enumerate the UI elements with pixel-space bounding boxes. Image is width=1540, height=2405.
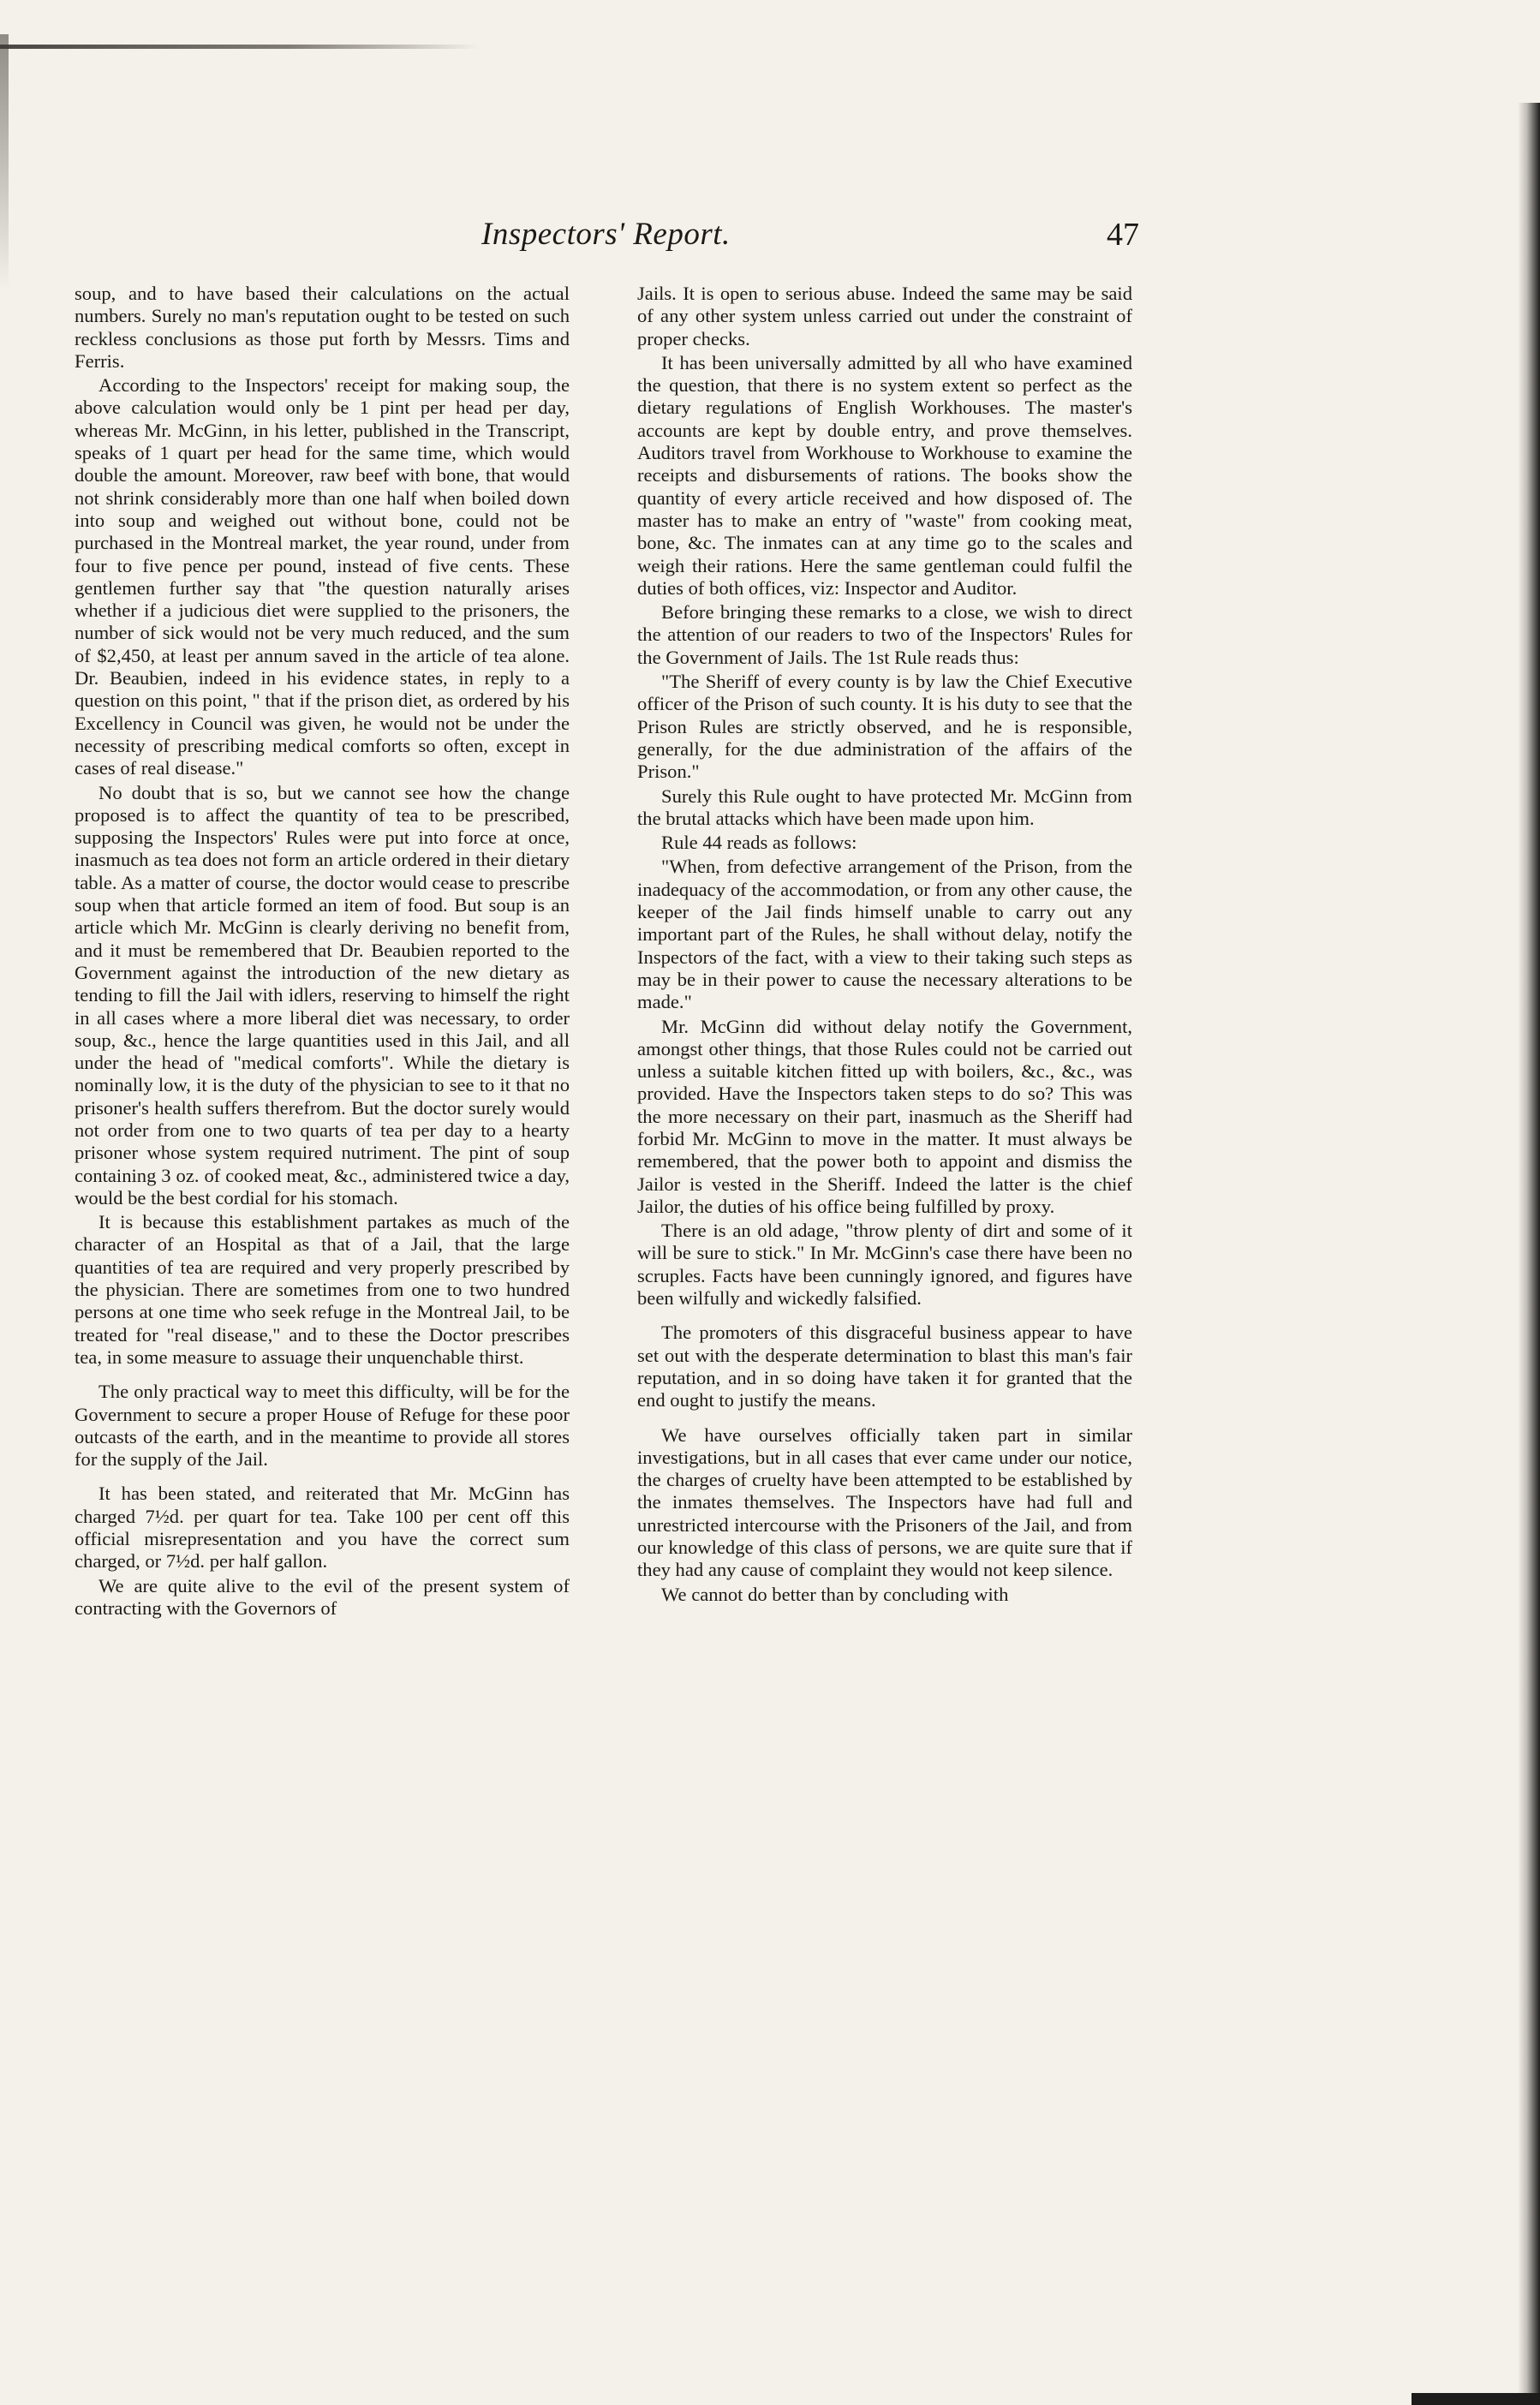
- paragraph: There is an old adage, "throw plenty of dirt and some of it will be sure to stick." In Mr. McGinn's case there have been no scruples. Facts have been cunningly ignored, and figures have been wilfully and wickedly falsified.: [637, 1220, 1132, 1310]
- paragraph: The only practical way to meet this difficulty, will be for the Government to secure a proper House of Refuge for these poor outcasts of the earth, and in the meantime to provide all stores for the supply of the Jail.: [75, 1381, 570, 1471]
- paragraph: No doubt that is so, but we cannot see how the change proposed is to affect the quantity of tea to be prescribed, supposing the Inspectors' Rules were put into force at once, inasmuch as tea does not form an article ordered in their dietary table. As a matter of course, the doctor would cease to prescribe soup when that article formed an item of food. But soup is an article which Mr. McGinn is clearly deriving no benefit from, and it must be remembered that Dr. Beaubien reported to the Government against the introduction of the new dietary as tending to fill the Jail with idlers, reserving to himself the right in all cases where a more liberal diet was necessary, to order soup, &c., hence the large quantities used in this Jail, and all under the head of "medical comforts". While the dietary is nominally low, it is the duty of the physician to see to it that no prisoner's health suffers therefrom. But the doctor surely would not order from one to two quarts of tea per day to a hearty prisoner whose system required nutriment. The pint of soup containing 3 oz. of cooked meat, &c., administered twice a day, would be the best cordial for his stomach.: [75, 781, 570, 1208]
- paragraph: Surely this Rule ought to have protected Mr. McGinn from the brutal attacks which have been made upon him.: [637, 785, 1132, 829]
- paragraph: We are quite alive to the evil of the present system of contracting with the Governors of: [75, 1574, 570, 1619]
- paragraph: According to the Inspectors' receipt for making soup, the above calculation would only be 1 pint per head per day, whereas Mr. McGinn, in his letter, published in the Transcript, speaks of 1 quart per head for the same time, which would double the amount. Moreover, raw beef with bone, that would not shrink considerably more than one half when boiled down into soup and weighed out without bone, could not be purchased in the Montreal market, the year round, under from four to five pence per pound, instead of five cents. These gentlemen further say that "the question naturally arises whether if a judicious diet were supplied to the prisoners, the number of sick would not be very much reduced, and the sum of $2,450, at least per annum saved in the article of tea alone. Dr. Beaubien, indeed in his evidence states, in reply to a question on this point, " that if the prison diet, as ordered by his Excellency in Council was given, he would not be under the necessity of prescribing medical comforts so often, except in cases of real disease.": [75, 374, 570, 779]
- page-header: [69, 216, 1139, 267]
- paragraph: Jails. It is open to serious abuse. Indeed the same may be said of any other system unless carried out under the constraint of proper checks.: [637, 283, 1132, 349]
- scan-shadow-right: [1518, 103, 1540, 2405]
- paragraph: Rule 44 reads as follows:: [661, 832, 857, 854]
- left-column: [75, 283, 570, 1621]
- paragraph: It is because this establishment partakes as much of the character of an Hospital as that of a Jail, that the large quantities of tea are required and very properly prescribed by the physician. There are sometimes from one to two hundred persons at one time who seek refuge in the Montreal Jail, to be treated for "real disease," and to these the Doctor prescribes tea, in some measure to assuage their unquenchable thirst.: [75, 1211, 570, 1368]
- quoted-rule: "When, from defective arrangement of the Prison, from the inadequacy of the accommodation, or from any other cause, the keeper of the Jail finds himself unable to carry out any important part of the Rules, he shall without delay, notify the Inspectors of the fact, with a view to their taking such steps as may be in their power to cause the necessary alterations to be made.": [637, 856, 1132, 1013]
- scan-shadow-top: [0, 45, 480, 49]
- quoted-rule: "The Sheriff of every county is by law the Chief Executive officer of the Prison of such county. It is his duty to see that the Prison Rules are strictly observed, and he is responsible, generally, for the due administration of the affairs of the Prison.": [637, 671, 1132, 783]
- running-head: Inspectors' Report.: [481, 217, 731, 252]
- paragraph: We cannot do better than by concluding with: [661, 1583, 1009, 1605]
- paragraph: The promoters of this disgraceful business appear to have set out with the desperate determination to blast this man's fair reputation, and in so doing have taken it for granted that the end ought to justify the means.: [637, 1322, 1132, 1411]
- paragraph: Mr. McGinn did without delay notify the Government, amongst other things, that those Rules could not be carried out unless a suitable kitchen fitted up with boilers, &c., &c., was provided. Have the Inspectors taken steps to do so? This was the more necessary on their part, inasmuch as the Sheriff had forbid Mr. McGinn to move in the matter. It must always be remembered, that the power both to appoint and dismiss the Jailor is vested in the Sheriff. Indeed the latter is the chief Jailor, the duties of his office being fulfilled by proxy.: [637, 1015, 1132, 1217]
- right-column: [637, 283, 1132, 1608]
- scan-shadow-left: [0, 34, 9, 291]
- paragraph: It has been stated, and reiterated that Mr. McGinn has charged 7½d. per quart for tea. Take 100 per cent off this official misrepresentation and you have the correct sum charged, or 7½d. per half gallon.: [75, 1483, 570, 1572]
- paragraph: soup, and to have based their calculations on the actual numbers. Surely no man's reputation ought to be tested on such reckless conclusions as those put forth by Messrs. Tims and Ferris.: [75, 283, 570, 372]
- paragraph: It has been universally admitted by all who have examined the question, that there is no system extent so perfect as the dietary regulations of English Workhouses. The master's accounts are kept by double entry, and prove themselves. Auditors travel from Workhouse to Workhouse to examine the receipts and disbursements of rations. The books show the quantity of every article received and how disposed of. The master has to make an entry of "waste" from cooking meat, bone, &c. The inmates can at any time go to the scales and weigh their rations. Here the same gentleman could fulfil the duties of both offices, viz: Inspector and Auditor.: [637, 351, 1132, 599]
- paragraph: Before bringing these remarks to a close, we wish to direct the attention of our readers to two of the Inspectors' Rules for the Government of Jails. The 1st Rule reads thus:: [637, 601, 1132, 668]
- page-number: 47: [1107, 217, 1139, 253]
- scan-shadow-bottom: [1412, 2393, 1540, 2405]
- paragraph: We have ourselves officially taken part in similar investigations, but in all cases that ever came under our notice, the charges of cruelty have been attempted to be established by the inmates themselves. The Inspectors have had full and unrestricted intercourse with the Prisoners of the Jail, and from our knowledge of this class of persons, we are quite sure that if they had any cause of complaint they would not keep silence.: [637, 1423, 1132, 1581]
